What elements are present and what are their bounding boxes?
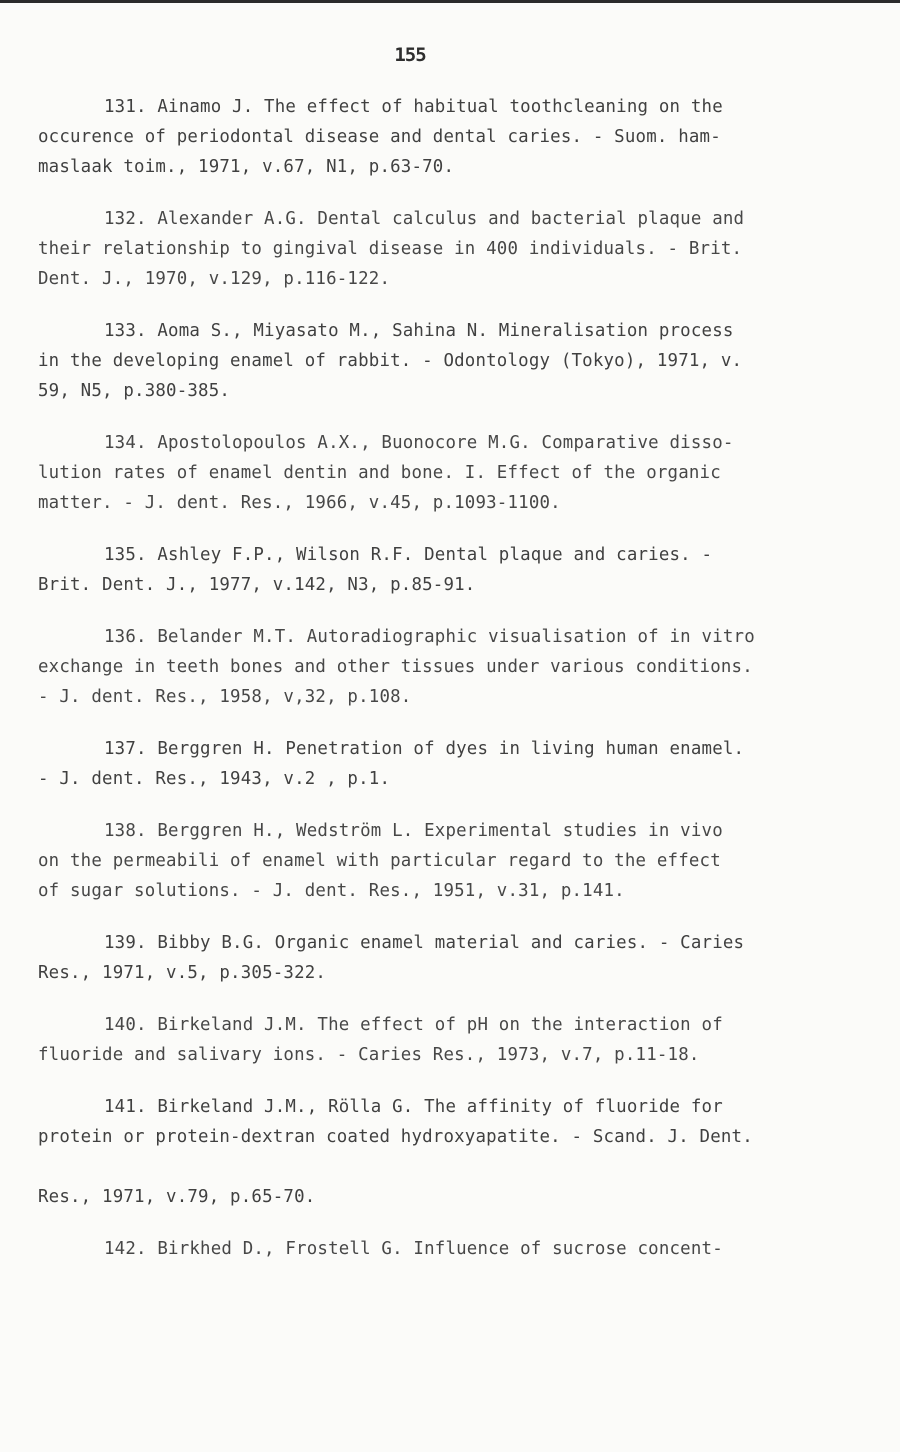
reference-line: 141. Birkeland J.M., Rölla G. The affinity of fluoride for [104, 1097, 723, 1117]
top-border-line [0, 0, 900, 3]
reference-item [38, 622, 878, 712]
reference-line: on the permeabili of enamel with particular regard to the effect [38, 851, 721, 871]
reference-line: 134. Apostolopoulos A.X., Buonocore M.G. Comparative disso- [104, 433, 734, 453]
reference-item [38, 1010, 878, 1070]
reference-line: 138. Berggren H., Wedström L. Experimental studies in vivo [104, 821, 723, 841]
reference-line [38, 1152, 878, 1182]
reference-item [38, 92, 878, 182]
reference-item [38, 734, 878, 794]
reference-line: their relationship to gingival disease in 400 individuals. - Brit. [38, 239, 743, 259]
reference-line: maslaak toim., 1971, v.67, N1, p.63-70. [38, 157, 455, 177]
reference-item [38, 1092, 878, 1212]
reference-line: fluoride and salivary ions. - Caries Res., 1973, v.7, p.11-18. [38, 1045, 700, 1065]
reference-line: exchange in teeth bones and other tissues under various conditions. [38, 657, 753, 677]
reference-line: protein or protein-dextran coated hydroxyapatite. - Scand. J. Dent. [38, 1127, 753, 1147]
reference-item [38, 816, 878, 906]
reference-line: Dent. J., 1970, v.129, p.116-122. [38, 269, 391, 289]
reference-line: 132. Alexander A.G. Dental calculus and bacterial plaque and [104, 209, 745, 229]
reference-line: of sugar solutions. - J. dent. Res., 1951, v.31, p.141. [38, 881, 625, 901]
reference-line: 142. Birkhed D., Frostell G. Influence of sucrose concent- [104, 1239, 723, 1259]
reference-line: 139. Bibby B.G. Organic enamel material and caries. - Caries [104, 933, 745, 953]
reference-line: - J. dent. Res., 1943, v.2 , p.1. [38, 769, 391, 789]
reference-line: lution rates of enamel dentin and bone. I. Effect of the organic [38, 463, 721, 483]
reference-line: 133. Aoma S., Miyasato M., Sahina N. Mineralisation process [104, 321, 734, 341]
reference-item [38, 540, 878, 600]
reference-line: 137. Berggren H. Penetration of dyes in living human enamel. [104, 739, 745, 759]
reference-item [38, 428, 878, 518]
reference-line: 131. Ainamo J. The effect of habitual toothcleaning on the [104, 97, 723, 117]
reference-line: 136. Belander M.T. Autoradiographic visualisation of in vitro [104, 627, 755, 647]
reference-line: 135. Ashley F.P., Wilson R.F. Dental plaque and caries. - [104, 545, 713, 565]
reference-line: occurence of periodontal disease and dental caries. - Suom. ham- [38, 127, 721, 147]
page-number: 155 [394, 44, 426, 66]
reference-item [38, 204, 878, 294]
reference-item [38, 928, 878, 988]
reference-line: matter. - J. dent. Res., 1966, v.45, p.1093-1100. [38, 493, 561, 513]
reference-line: 59, N5, p.380-385. [38, 381, 231, 401]
reference-line: Res., 1971, v.79, p.65-70. [38, 1187, 316, 1207]
reference-line: Res., 1971, v.5, p.305-322. [38, 963, 327, 983]
reference-line: Brit. Dent. J., 1977, v.142, N3, p.85-91. [38, 575, 476, 595]
reference-line: - J. dent. Res., 1958, v,32, p.108. [38, 687, 412, 707]
reference-item [38, 316, 878, 406]
reference-line: 140. Birkeland J.M. The effect of pH on the interaction of [104, 1015, 723, 1035]
reference-list [38, 92, 878, 1286]
reference-line: in the developing enamel of rabbit. - Odontology (Tokyo), 1971, v. [38, 351, 743, 371]
reference-item [38, 1234, 878, 1264]
